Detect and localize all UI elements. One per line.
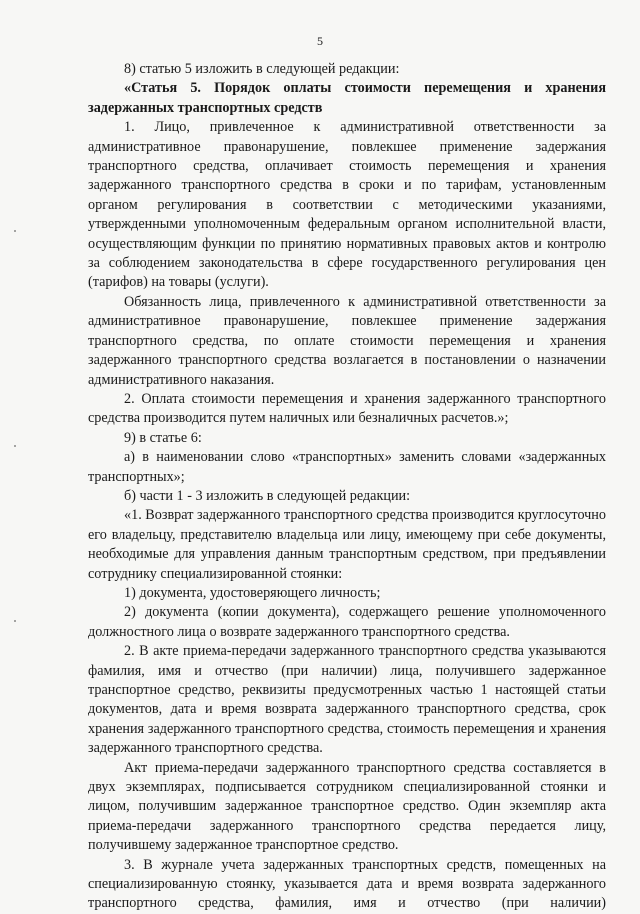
document-body: [88, 60, 606, 914]
article-5-part-1: 1. Лицо, привлеченное к административной ответственности за административное правонарушение, повлекшее применение задержания транспортного средства, оплачивает стоимость перемещения и хранения задержанного транспортного средства в сроки и по тарифам, установленным органом регулирования в соответствии с методическими указаниями, утвержденными уполномоченным федеральным органом исполнительной власти, осуществляющим функции по принятию нормативных правовых актов и контролю за соблюдением законодательства в сфере государственного регулирования цен (тарифов) на товары (услуги).: [88, 119, 606, 291]
article-6-act-paragraph: Акт приема-передачи задержанного транспортного средства составляется в двух экземплярах, подписывается сотрудником специализированной стоянки и лицом, получившим задержанное транспортное средство. Один экземпляр акта приема-передачи задержанного транспортного средства передается лицу, получившему задержанное транспортное средство.: [88, 759, 606, 854]
article-5-heading: «Статья 5. Порядок оплаты стоимости перемещения и хранения задержанных транспортных средств: [88, 80, 606, 116]
article-5-obligation: Обязанность лица, привлеченного к административной ответственности за административное правонарушение, повлекшее применение задержания транспортного средства, по оплате стоимости перемещения и хранения задержанного транспортного средства возлагается в постановлении о назначении административного наказания.: [88, 293, 606, 388]
subitem-b: б) части 1 - 3 изложить в следующей редакции:: [124, 487, 411, 504]
article-6-part-1-item-1: 1) документа, удостоверяющего личность;: [124, 584, 381, 601]
article-6-part-3: 3. В журнале учета задержанных транспортных средств, помещенных на специализированную стоянку, указывается дата и время возврата задержанного транспортного средства, фамилия, имя и отчество (при наличии): [88, 856, 606, 912]
scan-mark: [14, 445, 16, 447]
article-6-part-2: 2. В акте приема-передачи задержанного транспортного средства указываются фамилия, имя и отчество (при наличии) лица, получившего задержанное транспортное средство, реквизиты предусмотренных частью 1 настоящей статьи документов, дата и время возврата задержанного транспортного средства, срок хранения задержанного транспортного средства, стоимость перемещения и хранения задержанного транспортного средства.: [88, 643, 606, 757]
article-6-part-1-item-2: 2) документа (копии документа), содержащего решение уполномоченного должностного лица о возврате задержанного транспортного средства.: [88, 604, 606, 640]
scan-mark: [14, 620, 16, 622]
paragraph-item-9: 9) в статье 6:: [124, 429, 202, 446]
paragraph-item-8: 8) статью 5 изложить в следующей редакции:: [124, 61, 400, 77]
scan-mark: [14, 230, 16, 232]
article-5-part-2: 2. Оплата стоимости перемещения и хранения задержанного транспортного средства производится путем наличных или безналичных расчетов.»;: [88, 390, 606, 427]
article-6-part-1: «1. Возврат задержанного транспортного средства производится круглосуточно его владельцу, представителю владельца или лицу, имеющему при себе документы, необходимые для управления данным транспортным средством, при предъявлении сотруднику специализированной стоянки:: [88, 507, 606, 582]
page-number: 5: [317, 34, 323, 48]
subitem-a: а) в наименовании слово «транспортных» заменить словами «задержанных транспортных»;: [88, 449, 606, 485]
